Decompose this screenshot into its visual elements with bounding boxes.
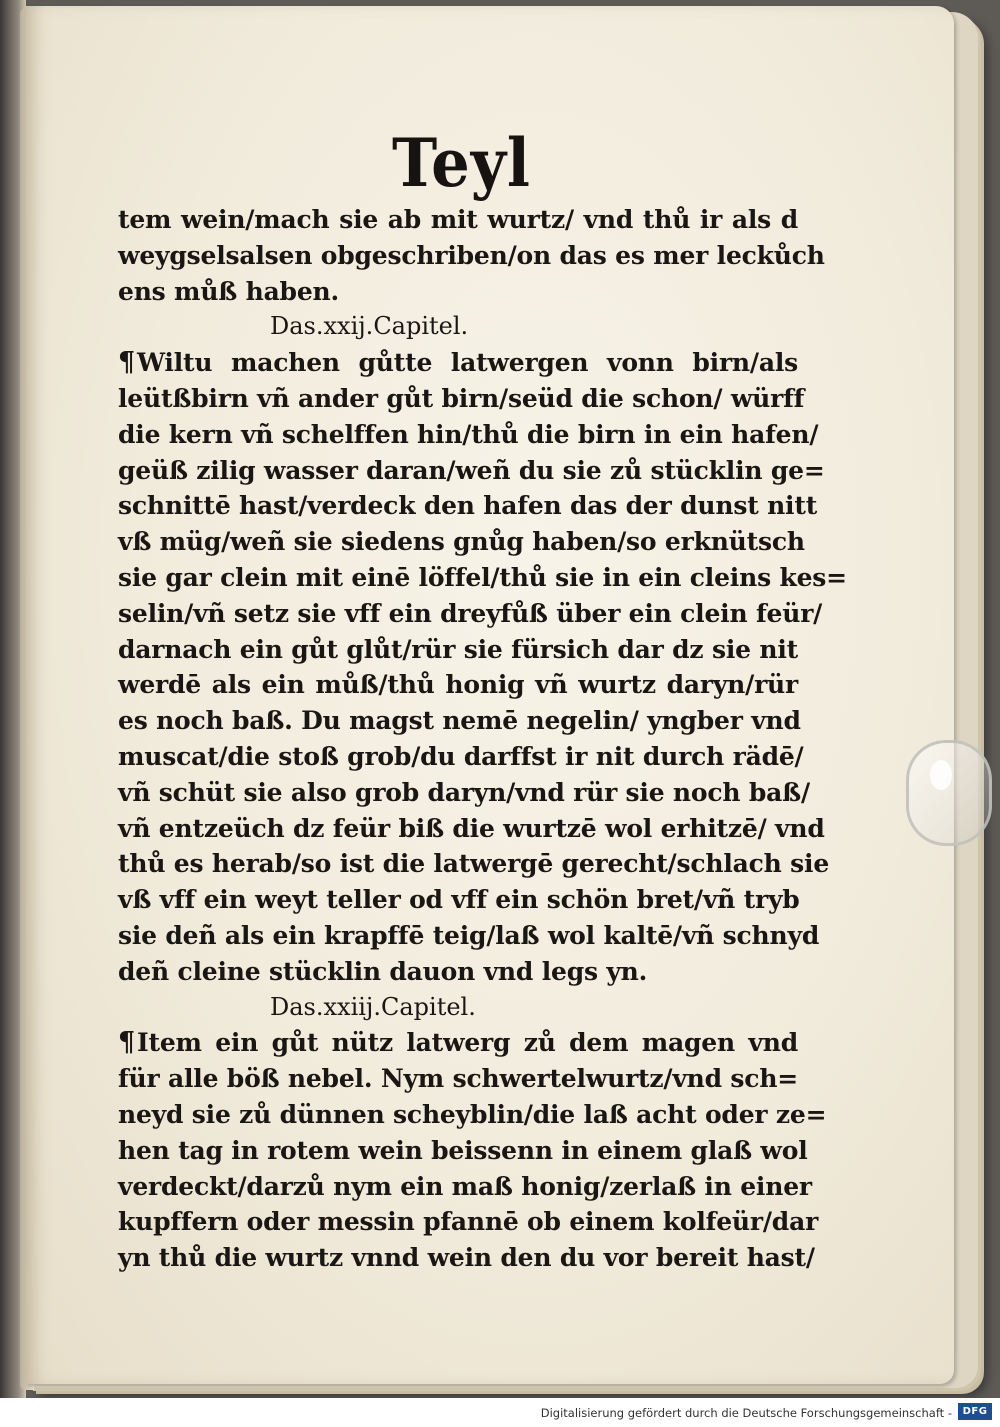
text-line: verdeckt/darzů nym ein maß honig/zerlaß in einer bbox=[118, 1171, 812, 1201]
text-line: vß müg/weñ sie siedens gnůg haben/so erknütsch bbox=[118, 527, 805, 557]
text-line: schnittē hast/verdeck den hafen das der dunst nitt bbox=[118, 491, 818, 521]
dfg-logo-icon: DFG bbox=[958, 1403, 992, 1420]
chapter-heading: Das.xxiij.Capitel. bbox=[270, 992, 476, 1021]
footer-strip bbox=[0, 1398, 1000, 1427]
text-line: ens můß haben. bbox=[118, 276, 340, 306]
text-line: hen tag in rotem wein beissenn in einem glaß wol bbox=[118, 1135, 808, 1165]
running-head: Teyl bbox=[392, 124, 531, 202]
text-line: thů es herab/so ist die latwergē gerecht/schlach sie bbox=[118, 849, 830, 879]
text-line: selin/vñ setz sie vff ein dreyfůß über ein clein feür/ bbox=[118, 598, 823, 628]
text-line: leütßbirn vñ ander gůt birn/seüd die schon/ würff bbox=[118, 383, 805, 413]
text-line bbox=[118, 345, 798, 381]
text-line: kupffern oder messin pfannē ob einem kolfeür/dar bbox=[118, 1207, 819, 1237]
text-line: neyd sie zů dünnen scheyblin/die laß acht oder ze= bbox=[118, 1099, 827, 1129]
text-line: weygselsalsen obgeschriben/on das es mer leckůch bbox=[118, 240, 825, 270]
text-line: deñ cleine stücklin dauon vnd legs yn. bbox=[118, 956, 648, 986]
page-clip-highlight bbox=[930, 760, 952, 790]
text-line: vñ entzeüch dz feür biß die wurtzē wol erhitzē/ vnd bbox=[118, 813, 825, 843]
page-clip bbox=[906, 740, 992, 846]
text-block bbox=[118, 202, 847, 1276]
text-line: es noch baß. Du magst nemē negelin/ yngber vnd bbox=[118, 706, 801, 736]
text-line: tem wein/mach sie ab mit wurtz/ vnd thů ir als d bbox=[118, 205, 798, 234]
book-page bbox=[26, 6, 954, 1384]
chapter-heading: Das.xxij.Capitel. bbox=[270, 312, 469, 341]
text-line: vñ schüt sie also grob daryn/vnd rür sie noch baß/ bbox=[118, 777, 810, 807]
text-line-content: Item ein gůt nütz latwerg zů dem magen vnd bbox=[136, 1028, 798, 1058]
pilcrow-icon: ¶ bbox=[118, 1027, 135, 1059]
pilcrow-icon: ¶ bbox=[118, 347, 135, 379]
text-line: die kern vñ schelffen hin/thů die birn in ein hafen/ bbox=[118, 419, 819, 449]
text-line: werdē als ein můß/thů honig vñ wurtz daryn/rür bbox=[118, 670, 798, 700]
text-line: vß vff ein weyt teller od vff ein schön bret/vñ tryb bbox=[118, 885, 800, 915]
text-line: für alle böß nebel. Nym schwertelwurtz/vnd sch= bbox=[118, 1064, 799, 1094]
text-line: muscat/die stoß grob/du darffst ir nit durch rädē/ bbox=[118, 741, 804, 771]
text-line: sie gar clein mit einē löffel/thů sie in ein cleins kes= bbox=[118, 562, 847, 592]
text-line: sie deñ als ein krapffē teig/laß wol kaltē/vñ schnyd bbox=[118, 920, 820, 950]
text-line: darnach ein gůt glůt/rür sie fürsich dar dz sie nit bbox=[118, 634, 798, 664]
text-line bbox=[118, 1025, 798, 1061]
funding-credit: Digitalisierung gefördert durch die Deutsche Forschungsgemeinschaft - bbox=[540, 1406, 952, 1420]
text-line: yn thů die wurtz vnnd wein den du vor bereit hast/ bbox=[118, 1243, 815, 1273]
text-line-content: Wiltu machen gůtte latwergen vonn birn/als bbox=[136, 348, 798, 378]
text-line: geüß zilig wasser daran/weñ du sie zů stücklin ge= bbox=[118, 455, 825, 485]
